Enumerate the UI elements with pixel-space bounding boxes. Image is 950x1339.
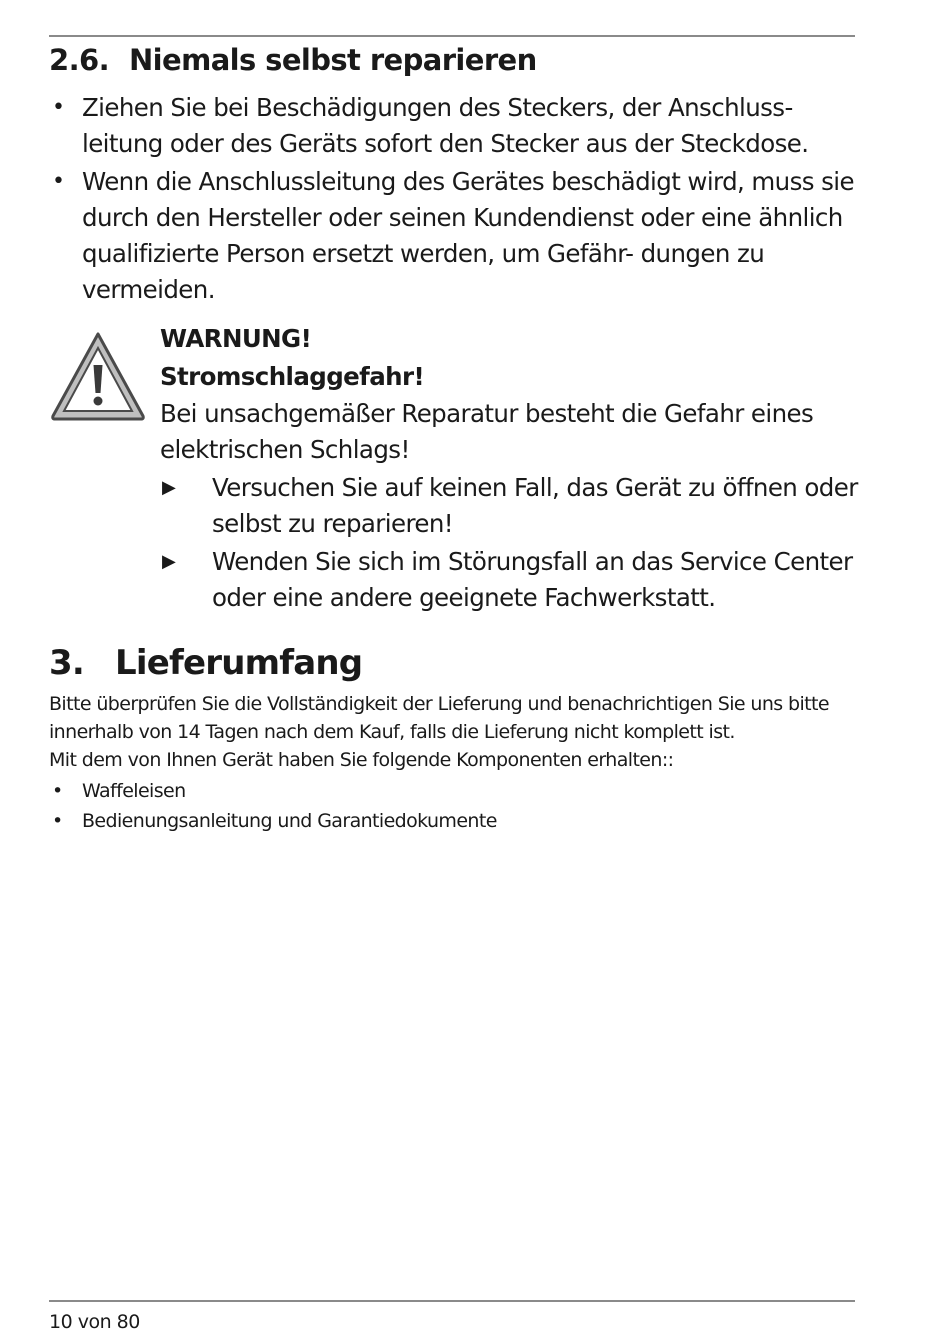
repair-bullet-list	[49, 90, 855, 310]
section-number: 2.6.	[49, 43, 109, 77]
delivery-item-list	[49, 776, 855, 836]
warning-action-list	[160, 470, 860, 616]
bullet-icon: •	[52, 95, 65, 120]
delivery-paragraphs	[49, 690, 855, 774]
list-item-text: Wenn die Anschlussleitung des Gerätes beschädigt wird, muss sie durch den Hersteller oder seinen Kundendienst oder eine ähnlich qualifizierte Person ersetzt werden, um Gefähr- dungen zu vermeiden.	[82, 167, 854, 304]
warning-text: Bei unsachgemäßer Reparatur besteht die Gefahr eines elektrischen Schlags!	[160, 399, 814, 464]
section-title: Lieferumfang	[115, 643, 363, 683]
list-item-text: Ziehen Sie bei Beschädigungen des Steckers, der Anschluss- leitung oder des Geräts sofort den Stecker aus der Steckdose.	[82, 93, 809, 158]
arrow-right-icon: ▶	[162, 477, 176, 498]
list-item-text: Versuchen Sie auf keinen Fall, das Gerät zu öffnen oder selbst zu reparieren!	[212, 473, 858, 538]
list-item	[49, 806, 855, 836]
list-item	[160, 544, 860, 616]
list-item	[160, 470, 860, 542]
paragraph: Bitte überprüfen Sie die Vollständigkeit der Lieferung und benachrichtigen Sie uns bitte innerhalb von 14 Tagen nach dem Kauf, falls die Lieferung nicht komplett ist.	[49, 693, 829, 743]
warning-block	[160, 320, 860, 618]
warning-subtitle: Stromschlaggefahr!	[160, 362, 425, 391]
warning-label: WARNUNG!	[160, 324, 312, 353]
list-item	[49, 776, 855, 806]
list-item-text: Wenden Sie sich im Störungsfall an das Service Center oder eine andere geeignete Fachwerkstatt.	[212, 547, 853, 612]
top-divider	[49, 35, 855, 37]
arrow-right-icon: ▶	[162, 551, 176, 572]
list-item	[49, 164, 855, 308]
bullet-icon: •	[52, 169, 65, 194]
section-heading-3	[49, 640, 855, 686]
section-title: Niemals selbst reparieren	[129, 43, 537, 77]
bullet-icon: •	[52, 780, 63, 802]
list-item-text: Waffeleisen	[82, 780, 186, 802]
page-number: 10 von 80	[49, 1311, 140, 1333]
bullet-icon: •	[52, 810, 63, 832]
list-item	[49, 90, 855, 162]
section-heading-2-6	[49, 40, 855, 80]
bottom-divider	[49, 1300, 855, 1302]
paragraph: Mit dem von Ihnen Gerät haben Sie folgende Komponenten erhalten::	[49, 749, 674, 771]
list-item-text: Bedienungsanleitung und Garantiedokumente	[82, 810, 497, 832]
section-number: 3.	[49, 643, 84, 683]
warning-triangle-icon	[49, 330, 147, 422]
